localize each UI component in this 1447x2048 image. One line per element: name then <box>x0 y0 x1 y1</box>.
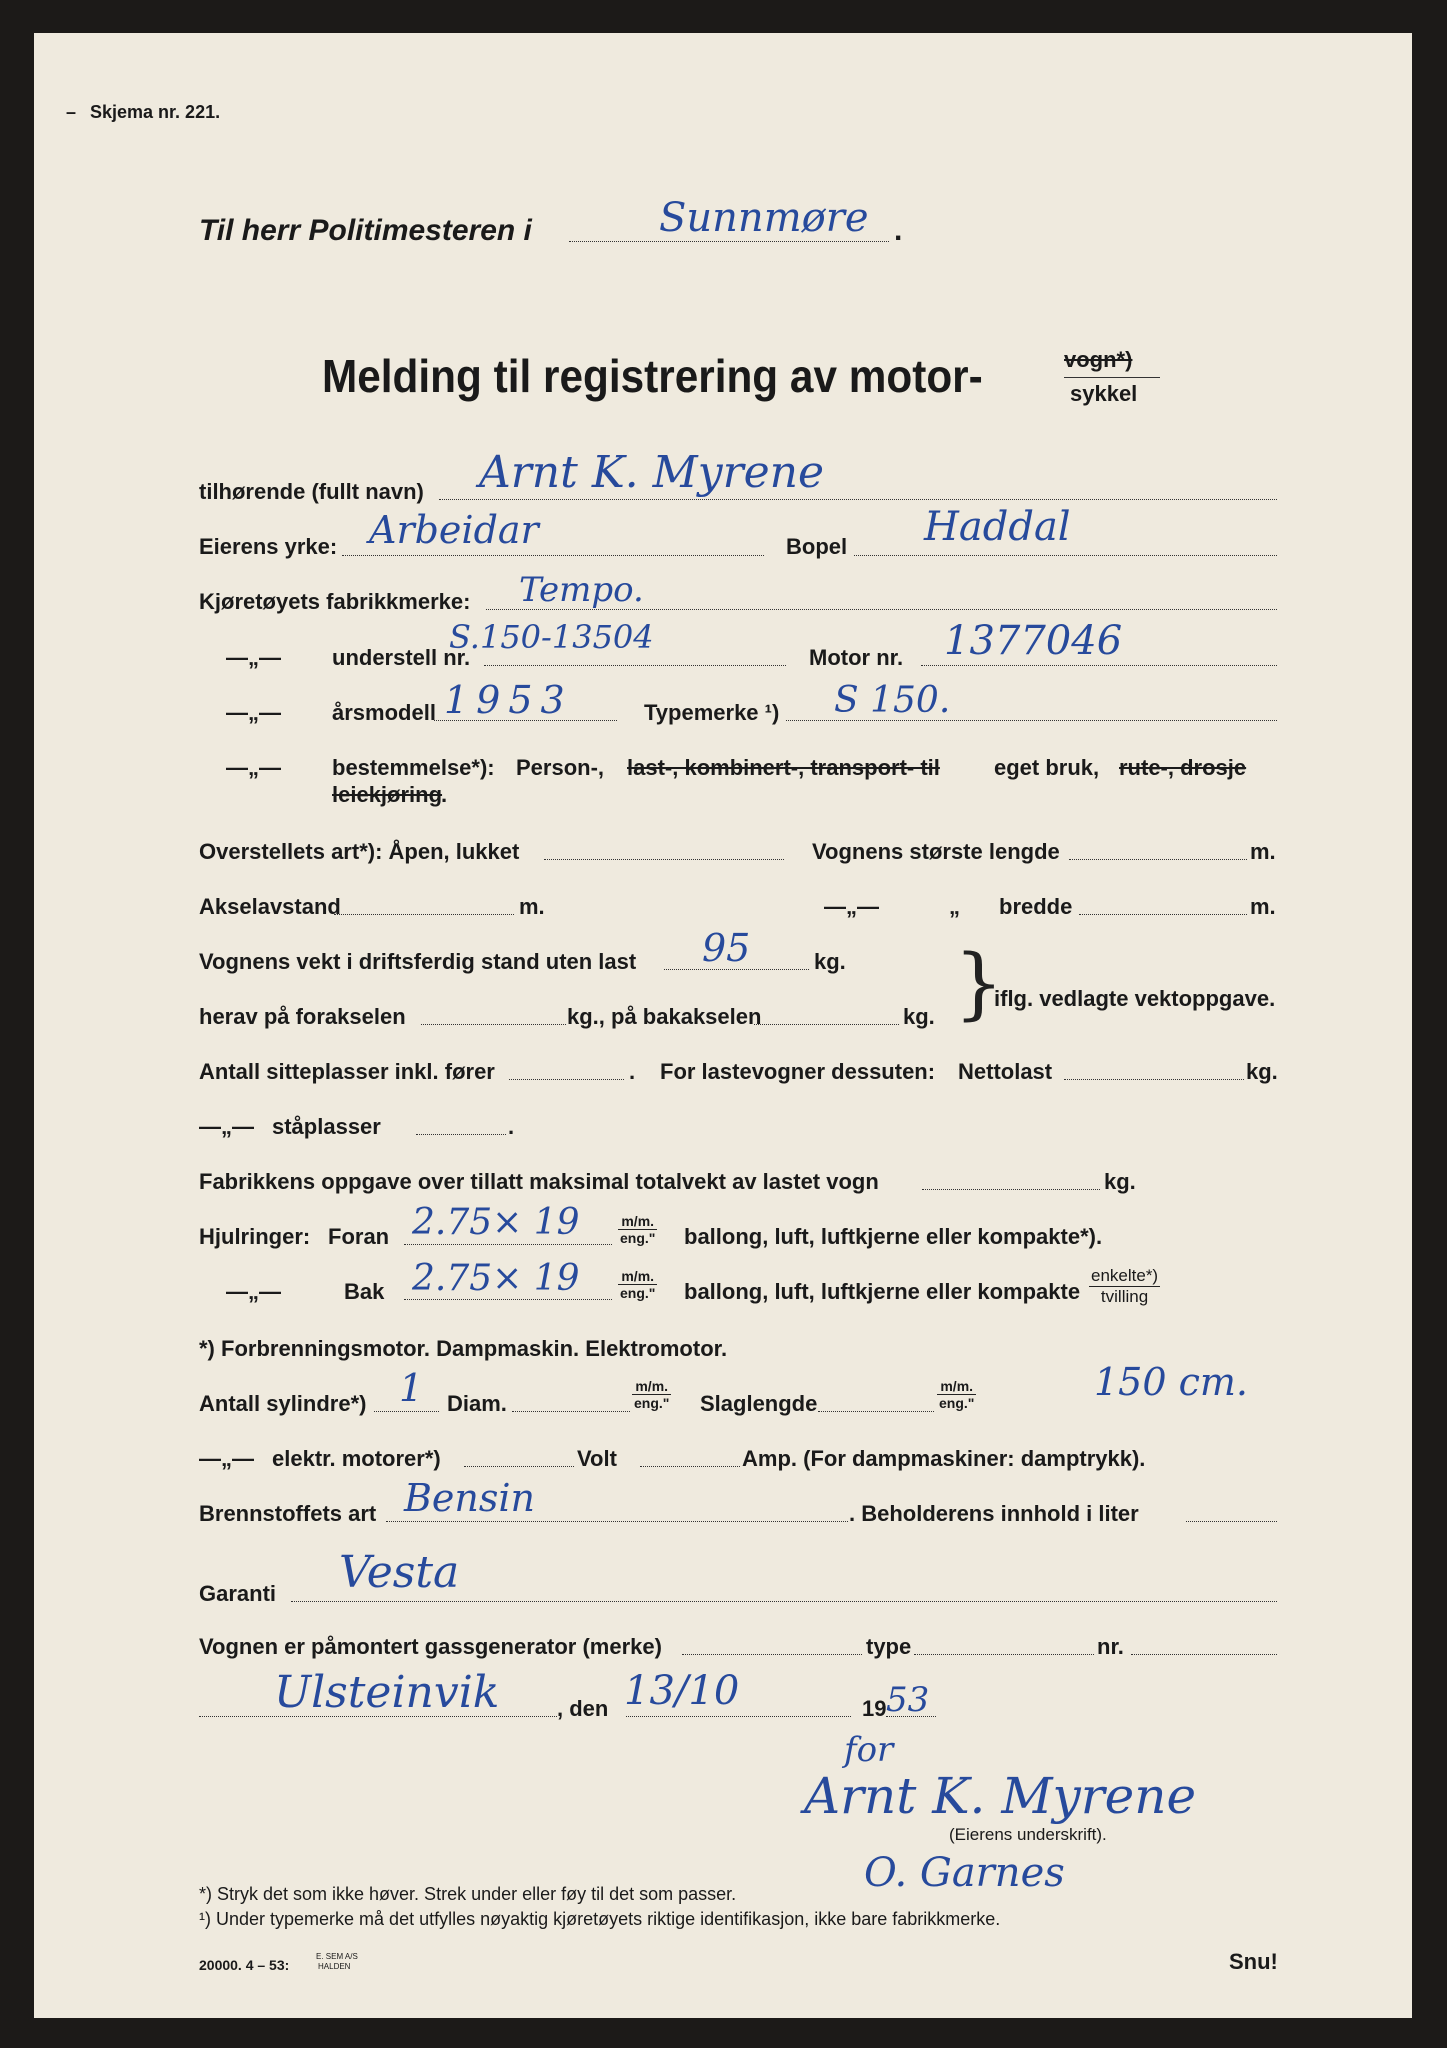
weight-note: iflg. vedlagte vektoppgave. <box>994 986 1276 1011</box>
year-value[interactable]: 1953 <box>444 678 573 722</box>
purpose-label: bestemmelse*): <box>332 755 495 780</box>
axle-label: Akselavstand <box>199 894 341 919</box>
tyres-front-kinds: ballong, luft, luftkjerne eller kompakte*). <box>684 1224 1103 1249</box>
ditto-mark: —„— <box>226 700 281 725</box>
stroke-unit: m/m. eng." <box>939 1378 975 1412</box>
cylinders-label: Antall sylindre*) <box>199 1391 367 1416</box>
dash-mark: – <box>66 102 77 122</box>
net-load-label: Nettolast <box>958 1059 1053 1084</box>
amp-label: Amp. (For dampmaskiner: damptrykk). <box>742 1446 1146 1471</box>
title-vogn: vogn*) <box>1064 347 1133 372</box>
rear-axle-label: kg., på bakakselen <box>567 1004 762 1029</box>
tyres-front-label: Foran <box>328 1224 390 1249</box>
footnote-1: *) Stryk det som ikke høver. Strek under eller føy til det som passer. <box>199 1884 737 1904</box>
fuel-label: Brennstoffets art <box>199 1501 377 1526</box>
ditto-mark: —„— <box>824 894 879 919</box>
tyres-rear-kinds: ballong, luft, luftkjerne eller kompakte <box>684 1279 1081 1304</box>
purpose-struck-2: rute-, drosje <box>1119 755 1247 780</box>
place-value[interactable]: Ulsteinvik <box>274 1667 500 1718</box>
tyres-front-value[interactable]: 2.75× 19 <box>412 1202 580 1243</box>
make-value[interactable]: Tempo. <box>519 570 644 610</box>
brace: } <box>954 939 1004 1029</box>
printer-name: E. SEM A/S <box>316 1952 358 1961</box>
weight-label: Vognens vekt i driftsferdig stand uten last <box>199 949 637 974</box>
standing-label: ståplasser <box>272 1114 381 1139</box>
footnote-2: ¹) Under typemerke må det utfylles nøyaktig kjøretøyets riktige identifikasjon, ikke bare fabrikkmerke. <box>199 1909 1001 1929</box>
agent-signature: O. Garnes <box>864 1850 1065 1896</box>
motor-label: Motor nr. <box>809 645 904 670</box>
turn-over-note: Snu! <box>1229 1949 1278 1974</box>
fuel-value[interactable]: Bensin <box>404 1476 536 1520</box>
occupation-value[interactable]: Arbeidar <box>369 508 539 552</box>
residence-label: Bopel <box>786 534 848 559</box>
occupation-label: Eierens yrke: <box>199 534 338 559</box>
motor-value[interactable]: 1377046 <box>944 618 1123 664</box>
purpose-struck: last-, kombinert-, transport- til <box>627 755 940 780</box>
date-value[interactable]: 13/10 <box>624 1668 740 1714</box>
make-label: Kjøretøyets fabrikkmerke: <box>199 589 471 614</box>
tyres-single-twin: enkelte*) tvilling <box>1091 1266 1159 1306</box>
tyres-rear-label: Bak <box>344 1279 385 1304</box>
district-value[interactable]: Sunnmøre <box>659 195 869 241</box>
year-label: årsmodell <box>332 700 436 725</box>
year-suffix[interactable]: 53 <box>886 1680 930 1720</box>
form-number: Skjema nr. 221. <box>90 102 221 122</box>
tyres-front-unit: m/m. eng." <box>620 1213 656 1247</box>
chassis-label: understell nr. <box>332 645 471 670</box>
gas-generator-label: Vognen er påmontert gassgenerator (merke) <box>199 1634 662 1659</box>
for-note: for <box>844 1730 894 1770</box>
year-prefix: 19 <box>862 1696 887 1721</box>
title-sykkel: sykkel <box>1070 381 1138 406</box>
ditto-mark: —„— <box>226 755 281 780</box>
purpose-own-use: eget bruk, <box>994 755 1100 780</box>
owner-name-label: tilhørende (fullt navn) <box>199 479 424 504</box>
print-info: 20000. 4 – 53: <box>199 1957 290 1973</box>
purpose-struck-3: leiekjøring <box>332 782 443 807</box>
ditto-quote: „ <box>949 894 960 919</box>
tank-label: . Beholderens innhold i liter <box>849 1501 1139 1526</box>
gas-type-label: type <box>866 1634 912 1659</box>
date-label: , den <box>557 1696 609 1721</box>
owner-name-value[interactable]: Arnt K. Myrene <box>479 447 825 498</box>
purpose-person: Person-, <box>516 755 605 780</box>
ditto-mark: —„— <box>226 1279 281 1304</box>
type-label: Typemerke ¹) <box>644 700 780 725</box>
electric-motors-label: elektr. motorer*) <box>272 1446 441 1471</box>
signature-label: (Eierens underskrift). <box>949 1825 1107 1844</box>
displacement-value[interactable]: 150 cm. <box>1094 1360 1249 1404</box>
type-value[interactable]: S 150. <box>834 680 951 721</box>
owner-signature: Arnt K. Myrene <box>804 1767 1197 1825</box>
addressee: Til herr Politimesteren i <box>199 214 532 247</box>
printer-city: HALDEN <box>318 1962 351 1971</box>
residence-value[interactable]: Haddal <box>924 504 1071 550</box>
ditto-mark: —„— <box>199 1446 254 1471</box>
ditto-mark: —„— <box>199 1114 254 1139</box>
district-line <box>569 241 889 242</box>
chassis-value[interactable]: S.150-13504 <box>449 618 654 656</box>
seats-label: Antall sitteplasser inkl. fører <box>199 1059 495 1084</box>
registration-form: – Skjema nr. 221. Til herr Politimesteren i Sunnmøre . Melding til registrering av motor- vogn*) sykkel tilhørende (fullt navn) Arnt K. Myrene Eierens yrke: Arbeidar Bopel Haddal Kjøretøyets fabrikkmerke: Tempo. —„— understell nr. S.150-13504 Motor nr. 1377046 —„— årsmodell 1953 Typemerke ¹) S 150. —„— bestemmelse*): Person-, last-, kombinert-, transport- til eget bruk, rute-, drosje leiekjøring . Overstellets art*): Åpen, lukket Vognens største lengde m. Akselavstand m. —„— „ bredde m. Vognens vekt i driftsferdig stand uten last 95 kg. herav på forakselen kg., på bakakselen kg. } iflg. vedlagte vektoppgave. Antall sitteplasser inkl. fører . For lastevogner dessuten: Nettolast kg. —„— ståplasser . Fabrikkens oppgave over tillatt maksimal totalvekt av lastet vogn kg. Hjulringer: Foran 2.75× 19 m/m. eng." ballong, luft, luftkjerne eller kompakte*). —„— Bak 2.75× 19 m/m. eng." ballong, luft, luftkjerne eller kompakte enkelte*) tvilling *) Forbrenningsmotor. Dampmaskin. Elektromotor. Antall sylindre*) 1 Diam. m/m. eng." Slaglengde m/m. eng." 150 cm. —„— elektr. motorer*) Volt Amp. (For dampmaskiner: damptrykk). Brennstoffets art Bensin . Beholderens innhold i liter Garanti Vesta Vognen er påmontert gassgenerator (merke) type nr. Ulsteinvik , den 13/10 19 53 for Arnt K. Myrene (Eierens underskrift). O. Garnes *) Stryk det som ikke høver. Strek under eller føy til det som passer. ¹) Under typemerke må det utfylles nøyaktig kjøretøyets riktige identifikasjon, ikke bare fabrikkmerke. 20000. 4 – 53: E. SEM A/S HALDEN Snu! <box>34 33 1412 2018</box>
form-title: Melding til registrering av motor- <box>322 350 983 402</box>
body-label: Overstellets art*): Åpen, lukket <box>199 839 520 864</box>
cylinders-value[interactable]: 1 <box>399 1366 424 1410</box>
tyres-label: Hjulringer: <box>199 1224 311 1249</box>
diam-label: Diam. <box>447 1391 507 1416</box>
front-axle-label: herav på forakselen <box>199 1004 406 1029</box>
volt-label: Volt <box>577 1446 617 1471</box>
stroke-label: Slaglengde <box>700 1391 818 1416</box>
diam-unit: m/m. eng." <box>634 1378 670 1412</box>
tyres-rear-value[interactable]: 2.75× 19 <box>412 1258 580 1299</box>
engine-kinds: *) Forbrenningsmotor. Dampmaskin. Elektromotor. <box>199 1336 728 1361</box>
ditto-mark: —„— <box>226 645 281 670</box>
gas-no-label: nr. <box>1097 1634 1124 1659</box>
max-weight-label: Fabrikkens oppgave over tillatt maksimal totalvekt av lastet vogn <box>199 1169 879 1194</box>
width-label: bredde <box>999 894 1073 919</box>
truck-label: For lastevogner dessuten: <box>660 1059 936 1084</box>
warranty-label: Garanti <box>199 1581 277 1606</box>
length-label: Vognens største lengde <box>812 839 1060 864</box>
weight-value[interactable]: 95 <box>702 926 751 970</box>
warranty-value[interactable]: Vesta <box>339 1547 460 1598</box>
tyres-rear-unit: m/m. eng." <box>620 1268 656 1302</box>
